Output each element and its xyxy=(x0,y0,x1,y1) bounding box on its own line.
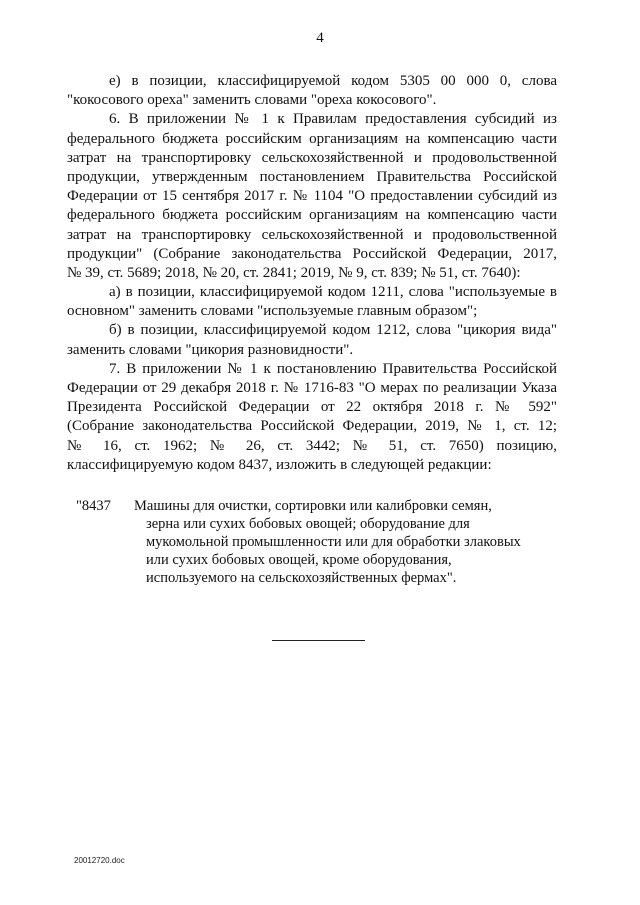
text-line: затрат на транспортировку сельскохозяйственной и продовольственной xyxy=(67,226,557,243)
text-line: Президента Российской Федерации от 22 октября 2018 г. № 592" xyxy=(67,399,557,416)
text-line: затрат на транспортировку сельскохозяйственной и продовольственной xyxy=(67,149,557,166)
text-line: классифицируемую кодом 8437, изложить в следующей редакции: xyxy=(67,456,492,473)
end-separator-line xyxy=(272,640,365,641)
description-line: мукомольной промышленности или для обработки злаковых xyxy=(146,534,521,550)
position-description xyxy=(134,497,554,587)
text-line: е) в позиции, классифицируемой кодом 5305 00 000 0, слова xyxy=(109,73,557,89)
position-code: "8437 xyxy=(76,498,111,514)
text-line: продукции" (Собрание законодательства Российской Федерации, 2017, xyxy=(67,245,557,262)
text-line: основном" заменить словами "используемые главным образом"; xyxy=(67,303,478,320)
text-line: 7. В приложении № 1 к постановлению Правительства Российской xyxy=(109,360,557,377)
text-line: продукции, утвержденным постановлением Правительства Российской xyxy=(67,168,557,185)
footer-filename: 20012720.doc xyxy=(74,856,125,865)
page-number: 4 xyxy=(316,30,324,46)
text-line: (Собрание законодательства Российской Федерации, 2019, № 1, ст. 12; xyxy=(67,418,557,435)
text-line: 6. В приложении № 1 к Правилам предоставления субсидий из xyxy=(109,111,557,128)
text-line: б) в позиции, классифицируемой кодом 1212, слова "цикория вида" xyxy=(109,322,557,339)
document-body xyxy=(67,72,557,475)
text-line: Федерации от 15 сентября 2017 г. № 1104 "О предоставлении субсидий из xyxy=(67,188,557,205)
text-line: Федерации от 29 декабря 2018 г. № 1716-83 "О мерах по реализации Указа xyxy=(67,380,557,396)
text-line: федерального бюджета российским организациям на компенсацию части xyxy=(67,130,557,147)
text-line: заменить словами "цикория разновидности". xyxy=(67,341,354,358)
description-line: Машины для очистки, сортировки или калибровки семян, xyxy=(134,498,492,514)
text-line: федерального бюджета российским организациям на компенсацию части xyxy=(67,207,557,224)
text-line: № 16, ст. 1962; № 26, ст. 3442; № 51, ст. 7650) позицию, xyxy=(67,437,557,454)
text-line: № 39, ст. 5689; 2018, № 20, ст. 2841; 2019, № 9, ст. 839; № 51, ст. 7640): xyxy=(67,264,521,281)
text-line: а) в позиции, классифицируемой кодом 1211, слова "используемые в xyxy=(109,284,557,301)
description-line: используемого на сельскохозяйственных фермах". xyxy=(146,570,457,586)
description-line: зерна или сухих бобовых овощей; оборудование для xyxy=(146,516,470,532)
description-line: или сухих бобовых овощей, кроме оборудования, xyxy=(146,552,452,568)
text-line: "кокосового ореха" заменить словами "ореха кокосового". xyxy=(67,92,437,109)
